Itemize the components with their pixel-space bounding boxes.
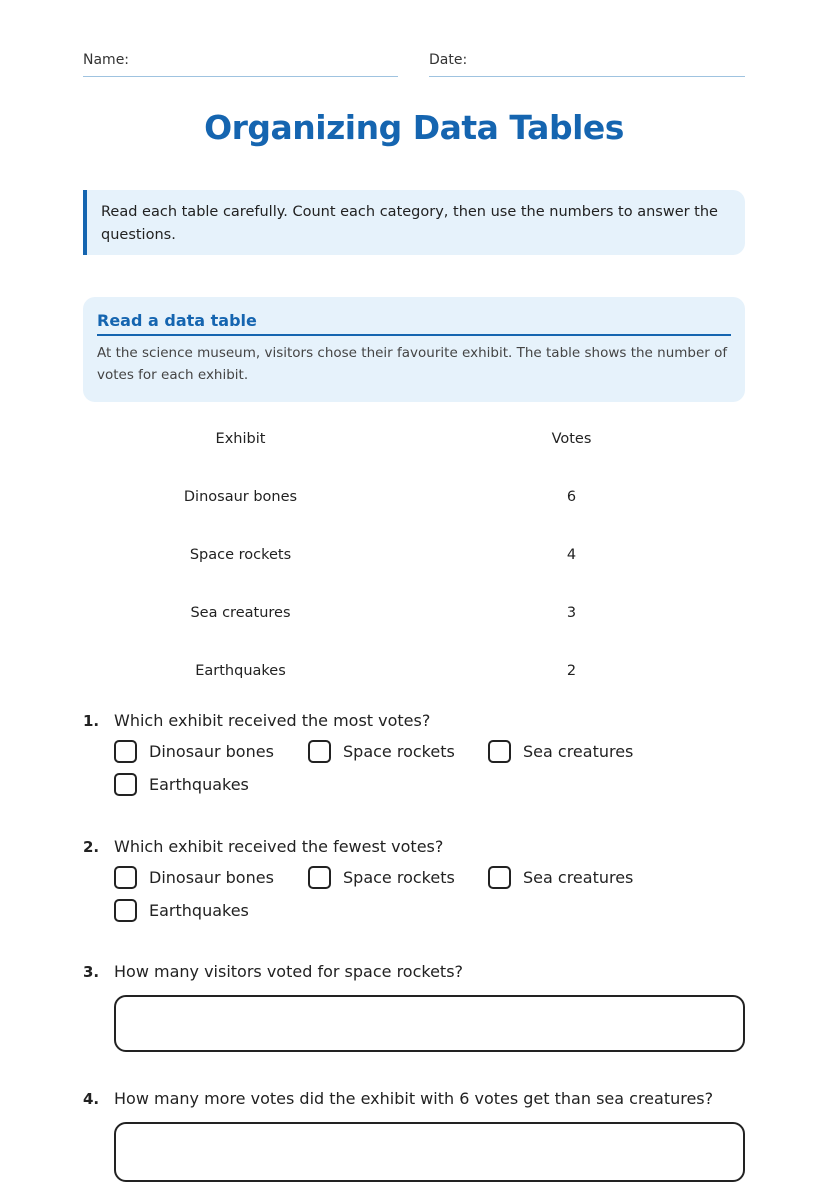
- question-number: 1.: [83, 712, 100, 730]
- table-cell-exhibit: Earthquakes: [195, 663, 286, 679]
- table-cell-votes: 3: [566, 605, 577, 621]
- table-header-row: [83, 410, 745, 468]
- section-text: At the science museum, visitors chose their favourite exhibit. The table shows the number of votes for each exhibit.: [97, 345, 728, 383]
- column-header-exhibit: Exhibit: [215, 431, 266, 447]
- data-table: [83, 410, 745, 700]
- table-cell-votes: 4: [566, 547, 577, 563]
- checkbox[interactable]: [114, 899, 137, 922]
- option-dinosaur-bones[interactable]: [114, 866, 274, 889]
- table-row: [83, 526, 745, 584]
- question-number: 4.: [83, 1090, 100, 1108]
- column-header-votes: Votes: [551, 431, 592, 447]
- option-dinosaur-bones[interactable]: [114, 740, 274, 763]
- checkbox[interactable]: [488, 740, 511, 763]
- option-label: Sea creatures: [523, 742, 634, 761]
- question-text: How many more votes did the exhibit with 6 votes get than sea creatures?: [114, 1089, 714, 1108]
- option-sea-creatures[interactable]: [488, 740, 633, 763]
- instructions-box: Read each table carefully. Count each category, then use the numbers to answer the questions.: [83, 190, 745, 255]
- date-label: Date:: [429, 52, 468, 68]
- checkbox[interactable]: [308, 866, 331, 889]
- question-text: Which exhibit received the fewest votes?: [114, 837, 444, 856]
- question-text: Which exhibit received the most votes?: [114, 711, 431, 730]
- option-space-rockets[interactable]: [308, 740, 455, 763]
- table-cell-exhibit: Dinosaur bones: [183, 489, 298, 505]
- checkbox[interactable]: [308, 740, 331, 763]
- option-label: Space rockets: [343, 868, 455, 887]
- date-field[interactable]: [429, 52, 745, 77]
- option-label: Earthquakes: [149, 901, 249, 920]
- checkbox[interactable]: [114, 740, 137, 763]
- option-label: Space rockets: [343, 742, 455, 761]
- table-cell-votes: 2: [566, 663, 577, 679]
- table-row: [83, 468, 745, 526]
- table-cell-exhibit: Sea creatures: [190, 605, 291, 621]
- table-cell-exhibit: Space rockets: [189, 547, 292, 563]
- option-earthquakes[interactable]: [114, 773, 249, 796]
- answer-options: [114, 740, 745, 806]
- section-title: Read a data table: [97, 311, 731, 336]
- question-number: 2.: [83, 838, 100, 856]
- table-cell-votes: 6: [566, 489, 577, 505]
- option-earthquakes[interactable]: [114, 899, 249, 922]
- answer-input-box[interactable]: [114, 995, 745, 1052]
- question-4: [83, 1089, 745, 1182]
- option-sea-creatures[interactable]: [488, 866, 633, 889]
- checkbox[interactable]: [114, 866, 137, 889]
- question-2: [83, 837, 745, 932]
- option-space-rockets[interactable]: [308, 866, 455, 889]
- option-label: Sea creatures: [523, 868, 634, 887]
- name-field[interactable]: [83, 52, 398, 77]
- answer-options: [114, 866, 745, 932]
- name-label: Name:: [83, 52, 130, 68]
- option-label: Earthquakes: [149, 775, 249, 794]
- option-label: Dinosaur bones: [149, 742, 274, 761]
- option-label: Dinosaur bones: [149, 868, 274, 887]
- answer-input-box[interactable]: [114, 1122, 745, 1182]
- page-title: Organizing Data Tables: [204, 108, 624, 147]
- checkbox[interactable]: [488, 866, 511, 889]
- question-text: How many visitors voted for space rockets?: [114, 962, 464, 981]
- table-row: [83, 584, 745, 642]
- question-1: [83, 711, 745, 806]
- table-row: [83, 642, 745, 700]
- question-number: 3.: [83, 963, 100, 981]
- question-3: [83, 962, 745, 1052]
- checkbox[interactable]: [114, 773, 137, 796]
- section-box: [83, 297, 745, 402]
